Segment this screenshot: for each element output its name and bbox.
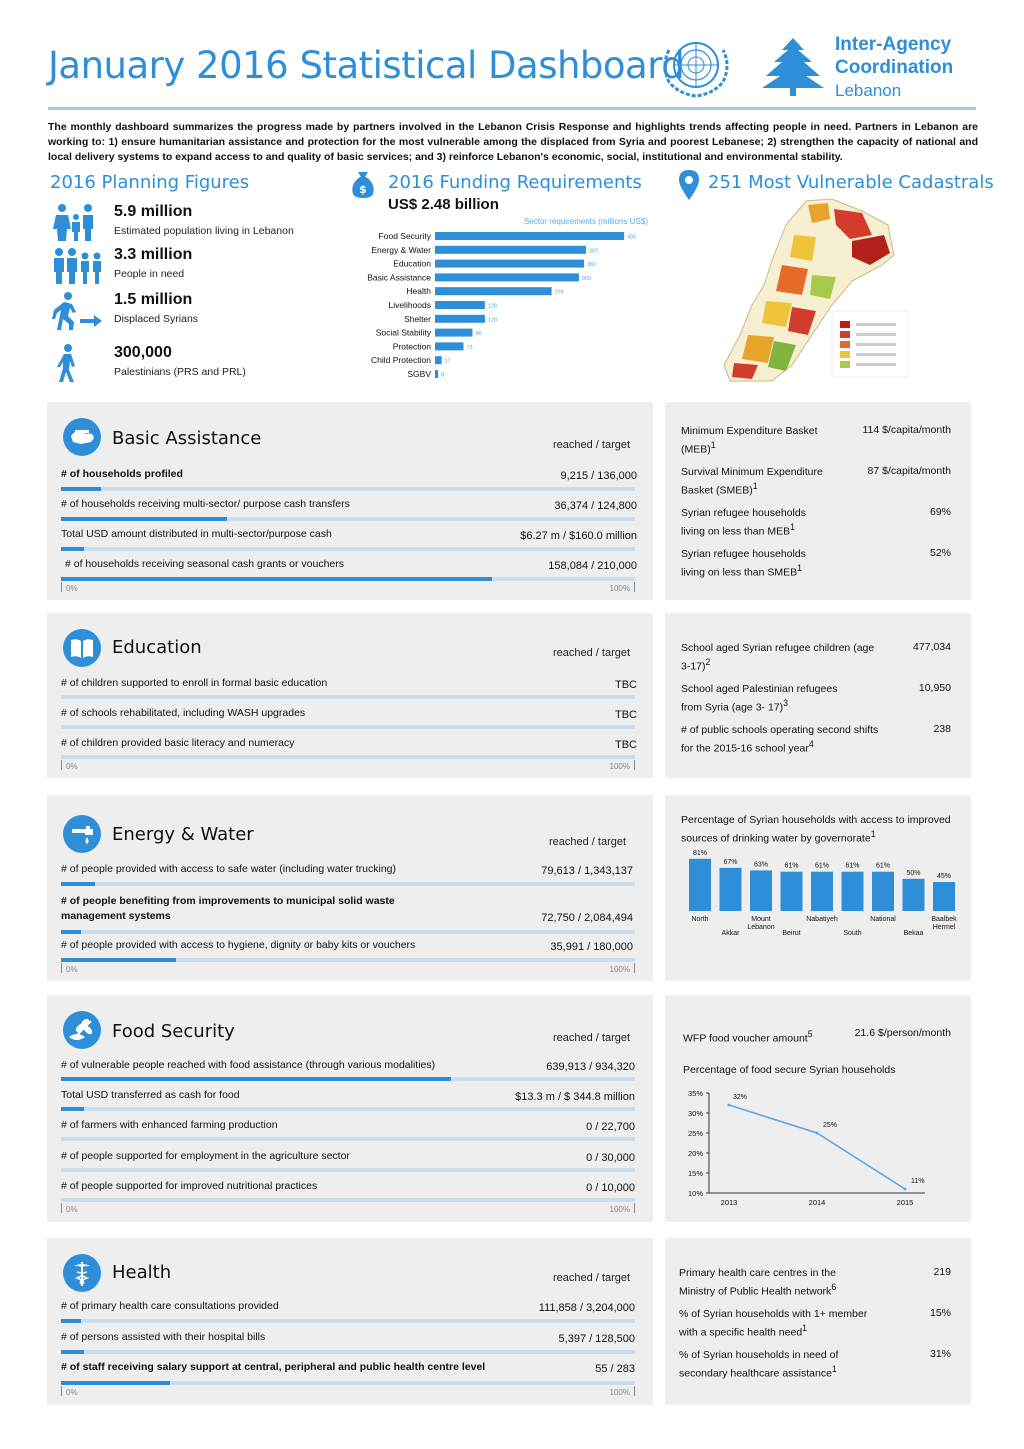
bar — [435, 301, 485, 309]
data-point — [904, 1188, 907, 1191]
bar — [435, 315, 485, 323]
indicator-value: 5,397 / 128,500 — [558, 1333, 635, 1345]
bar — [720, 868, 742, 911]
education-title: Education — [112, 637, 202, 658]
indicator-label: # of people supported for employment in the agriculture sector — [61, 1150, 350, 1162]
progress-bar — [61, 517, 635, 521]
bar — [435, 342, 463, 350]
fact-value: 69% — [929, 506, 951, 518]
health-facts-panel — [665, 1238, 971, 1405]
planning-value: 300,000 — [114, 344, 172, 361]
progress-bar — [61, 882, 635, 886]
funding-total: US$ 2.48 billion — [388, 196, 499, 213]
indicator-label: # of people provided with access to hygiene, dignity or baby kits or vouchers — [61, 939, 416, 951]
indicator-value: TBC — [615, 709, 637, 721]
progress-bar — [61, 1350, 635, 1354]
y-tick-label: 20% — [687, 1149, 703, 1158]
indicator-label: # of persons assisted with their hospital bills — [61, 1331, 266, 1343]
fact-label-text: Minimum Expenditure Basket (MEB) — [681, 425, 818, 456]
bar — [435, 287, 552, 295]
progress-fill — [61, 577, 492, 581]
fact-label — [681, 547, 831, 580]
progress-bar — [61, 577, 635, 581]
health-caduceus-icon — [63, 1254, 101, 1292]
progress-bar — [61, 695, 635, 699]
cedar-tree-icon — [760, 34, 826, 98]
progress-fill — [61, 882, 95, 886]
progress-bar — [61, 1107, 635, 1111]
fact-label-text: Primary health care centres in the Ministry of Public Health network — [679, 1267, 836, 1298]
fact-footnote: 1 — [752, 481, 758, 491]
reached-target-label: reached / target — [549, 836, 627, 848]
fact-footnote: 6 — [831, 1282, 837, 1292]
bar — [435, 232, 624, 240]
category-label: Lebanon — [747, 924, 775, 931]
progress-fill — [61, 487, 101, 491]
planning-desc: Displaced Syrians — [114, 313, 199, 325]
data-point — [728, 1104, 731, 1107]
water-access-bar-chart — [677, 849, 961, 975]
indicator-label: # of people benefiting from improvements to municipal solid waste management systems — [61, 895, 395, 922]
bar-value-label: 81% — [692, 849, 708, 857]
basic-assistance-title: Basic Assistance — [112, 428, 262, 449]
bar — [750, 870, 772, 911]
indicator-value: 72,750 / 2,084,494 — [541, 912, 633, 924]
water-access-chart-panel — [665, 795, 971, 981]
progress-fill — [61, 517, 227, 521]
fact-label-text: School aged Palestinian refugees from Syria (age 3- 17) — [681, 683, 838, 714]
category-label: Hermel — [932, 924, 956, 931]
chart-title — [681, 813, 951, 846]
indicator-row — [47, 1359, 635, 1383]
fact-label-text: School aged Syrian refugee children (age 3-17) — [681, 642, 875, 673]
fact-value: 15% — [929, 1307, 951, 1319]
progress-fill — [61, 930, 81, 934]
data-label: 32% — [733, 1094, 748, 1101]
indicator-label: # of schools rehabilitated, including WASH upgrades — [61, 707, 306, 719]
indicator-value: $13.3 m / $ 344.8 million — [515, 1091, 635, 1103]
planning-item — [52, 291, 342, 335]
y-tick-label: 30% — [687, 1109, 703, 1118]
fact-footnote: 1 — [790, 522, 796, 532]
chart-footnote: 1 — [870, 829, 876, 839]
fact-footnote: 1 — [802, 1323, 808, 1333]
agency-name-line1: Inter-Agency — [835, 34, 952, 55]
bar-value: 382 — [586, 262, 597, 269]
health-panel — [47, 1238, 653, 1405]
chart-title-text: Percentage of Syrian households with access to improved sources of drinking water by governorate — [681, 814, 951, 845]
progress-bar — [61, 487, 635, 491]
fact-label — [681, 465, 831, 498]
bar-value-label: 63% — [753, 861, 769, 869]
progress-fill — [61, 1350, 84, 1354]
food-security-title: Food Security — [112, 1021, 235, 1042]
fact-footnote: 2 — [705, 657, 711, 667]
indicator-label: # of children supported to enroll in formal basic education — [61, 677, 328, 689]
funding-heading: 2016 Funding Requirements — [388, 172, 642, 193]
bar-value: 17 — [444, 358, 451, 365]
bar — [811, 872, 833, 911]
data-point — [816, 1132, 819, 1135]
fact-value: 219 — [933, 1266, 951, 1278]
category-label: Education — [393, 258, 431, 269]
scale-max: 100% — [609, 762, 630, 771]
bar-value-label: 61% — [845, 862, 860, 870]
indicator-label: # of vulnerable people reached with food assistance (through various modalities) — [61, 1059, 436, 1071]
bar-value: 8 — [441, 372, 445, 379]
water-tap-icon — [63, 815, 101, 853]
fact-footnote: 1 — [831, 1364, 837, 1374]
bar — [689, 859, 711, 911]
bar — [435, 370, 438, 378]
planning-desc: People in need — [114, 268, 185, 280]
category-label: Food Security — [378, 231, 431, 241]
fact-value: 52% — [929, 547, 951, 559]
scale-max: 100% — [609, 1388, 630, 1397]
indicator-value: 639,913 / 934,320 — [546, 1061, 635, 1073]
fact-label — [681, 682, 861, 715]
data-label: 25% — [823, 1122, 838, 1129]
indicator-value: 55 / 283 — [595, 1363, 635, 1375]
food-security-chart-panel — [665, 995, 971, 1222]
progress-scale — [61, 963, 635, 973]
progress-bar — [61, 1319, 635, 1323]
basic-assistance-facts-panel — [665, 402, 971, 600]
indicator-value: 79,613 / 1,343,137 — [541, 865, 633, 877]
bar-value: 73 — [466, 344, 473, 351]
reached-target-label: reached / target — [553, 439, 631, 451]
indicator-label: # of people supported for improved nutritional practices — [61, 1180, 318, 1192]
progress-bar — [61, 1137, 635, 1141]
progress-scale — [61, 1203, 635, 1213]
planning-item — [52, 203, 342, 247]
scale-max: 100% — [609, 1205, 630, 1214]
chart-title: Sector requirements (millions US$) — [523, 217, 648, 226]
scale-min: 0% — [66, 1388, 78, 1397]
energy-water-title: Energy & Water — [112, 824, 254, 845]
bar-value: 299 — [554, 289, 564, 296]
fact-label — [679, 1307, 879, 1340]
category-label: Beirut — [782, 930, 801, 937]
fact-label-text: Syrian refugee households living on less than SMEB — [681, 548, 806, 579]
x-tick-label: 2015 — [896, 1198, 914, 1207]
progress-bar — [61, 1198, 635, 1202]
indicator-label: # of staff receiving salary support at central, peripheral and public health centre level — [61, 1361, 486, 1373]
reached-target-label: reached / target — [553, 1032, 631, 1044]
category-label: Child Protection — [370, 355, 431, 366]
fact-footnote: 3 — [783, 698, 788, 708]
category-label: Akkar — [721, 930, 740, 937]
bar-value-label: 61% — [784, 862, 799, 870]
progress-bar — [61, 1077, 635, 1081]
fact-footnote: 1 — [797, 563, 803, 573]
fact-label-text: % of Syrian households with 1+ member with a specific health need — [679, 1308, 868, 1339]
indicator-label: # of households receiving multi-sector/ purpose cash transfers — [61, 498, 350, 510]
reached-target-label: reached / target — [553, 647, 631, 659]
bar-value-label: 61% — [875, 862, 891, 870]
basic-assistance-panel — [47, 402, 653, 600]
fact-label — [681, 641, 881, 674]
category-label: Health — [406, 286, 431, 297]
food-security-panel — [47, 995, 653, 1222]
data-label: 11% — [911, 1178, 925, 1185]
category-label: Bekaa — [903, 930, 924, 937]
fact-label-text: Survival Minimum Expenditure Basket (SMEB) — [681, 466, 823, 497]
progress-bar — [61, 1168, 635, 1172]
scale-max: 100% — [609, 965, 630, 974]
cadastrals-heading: 251 Most Vulnerable Cadastrals — [708, 172, 994, 193]
education-facts-panel — [665, 613, 971, 778]
indicator-value: 111,858 / 3,204,000 — [538, 1302, 635, 1314]
x-tick-label: 2014 — [808, 1198, 826, 1207]
progress-scale — [61, 1386, 635, 1396]
planning-heading: 2016 Planning Figures — [50, 172, 250, 193]
y-tick-label: 15% — [687, 1169, 703, 1178]
voucher-footnote: 5 — [807, 1029, 813, 1039]
category-label: North — [691, 916, 709, 923]
basic-assistance-icon — [63, 418, 101, 456]
planning-item — [52, 344, 342, 388]
category-label: South — [843, 930, 862, 937]
walking-person-icon — [52, 344, 108, 384]
indicator-value: 0 / 22,700 — [586, 1121, 635, 1133]
y-tick-label: 35% — [687, 1089, 703, 1098]
scale-min: 0% — [66, 584, 78, 593]
fact-value: 10,950 — [918, 682, 951, 694]
reached-target-label: reached / target — [553, 1272, 631, 1284]
scale-max: 100% — [609, 584, 630, 593]
category-label: National — [870, 916, 896, 923]
fact-label — [679, 1266, 869, 1299]
fact-label — [681, 506, 831, 539]
bar-value-label: 67% — [723, 858, 738, 866]
bar-value-label: 61% — [814, 862, 830, 870]
un-emblem-icon — [655, 30, 737, 100]
indicator-value: 36,374 / 124,800 — [554, 500, 637, 512]
indicator-label: # of households profiled — [61, 468, 183, 480]
scale-min: 0% — [66, 1205, 78, 1214]
funding-bar-chart — [340, 214, 660, 380]
progress-bar — [61, 755, 635, 759]
fact-value: 87 $/capita/month — [867, 465, 951, 477]
indicator-label: # of people provided with access to safe water (including water trucking) — [61, 863, 397, 875]
progress-fill — [61, 1319, 81, 1323]
bar-value: 96 — [475, 331, 482, 338]
food-chart-title: Percentage of food secure Syrian households — [683, 1064, 896, 1076]
svg-text:$: $ — [359, 183, 367, 196]
category-label: Baalbek — [931, 916, 957, 923]
bar-value: 485 — [627, 234, 637, 241]
education-panel — [47, 613, 653, 778]
agency-name-line3: Lebanon — [835, 81, 902, 100]
planning-value: 3.3 million — [114, 246, 193, 263]
bar-value: 369 — [581, 275, 592, 282]
displaced-person-icon — [52, 291, 108, 331]
fact-value: 238 — [933, 723, 951, 735]
fact-label — [681, 424, 831, 457]
progress-fill — [61, 1077, 451, 1081]
indicator-label: Total USD transferred as cash for food — [61, 1089, 240, 1101]
indicator-value: 158,084 / 210,000 — [548, 560, 637, 572]
indicator-value: 9,215 / 136,000 — [560, 470, 637, 482]
intro-paragraph: The monthly dashboard summarizes the progress made by partners involved in the Lebanon Crisis Response and highlights trends affecting people in need. Partners in Lebanon are working to: 1) ensure humanitarian assistance and protection for the most vulnerable among the displaced from Syria and poorest Lebanese; 2) strengthen the capacity of national and local delivery systems to expand access to and quality of basic services; and 3) reinforce Lebanon's economic, social, institutional and environmental stability. — [48, 121, 978, 163]
vulnerability-map — [712, 195, 922, 385]
voucher-value: 21.6 $/person/month — [854, 1027, 951, 1039]
indicator-value: TBC — [615, 679, 637, 691]
bar — [933, 882, 955, 911]
category-label: Protection — [392, 341, 431, 352]
progress-bar — [61, 930, 635, 934]
indicator-row — [47, 892, 633, 930]
bar — [435, 246, 586, 254]
agency-name-line2: Coordination — [835, 57, 954, 78]
title-divider — [48, 107, 976, 110]
voucher-label — [683, 1027, 813, 1046]
bar-value: 128 — [487, 317, 498, 324]
agency-name — [835, 33, 953, 102]
page-title: January 2016 Statistical Dashboard — [48, 44, 685, 87]
fact-value: 477,034 — [913, 641, 951, 653]
category-label: Livelihoods — [388, 300, 431, 310]
planning-desc: Estimated population living in Lebanon — [114, 225, 294, 237]
indicator-label: # of children provided basic literacy and numeracy — [61, 737, 295, 749]
category-label: Shelter — [404, 313, 431, 324]
progress-bar — [61, 958, 635, 962]
category-label: Nabatiyeh — [806, 916, 838, 923]
progress-bar — [61, 725, 635, 729]
fact-label-text: % of Syrian households in need of secondary healthcare assistance — [679, 1349, 839, 1380]
progress-scale — [61, 582, 635, 592]
scale-min: 0% — [66, 762, 78, 771]
progress-scale — [61, 760, 635, 770]
planning-item — [52, 246, 342, 290]
scale-min: 0% — [66, 965, 78, 974]
indicator-label: # of households receiving seasonal cash grants or vouchers — [65, 558, 344, 570]
category-label: SGBV — [407, 369, 431, 379]
fact-label — [679, 1348, 869, 1381]
progress-fill — [61, 1107, 84, 1111]
y-tick-label: 10% — [687, 1189, 703, 1198]
progress-bar — [61, 547, 635, 551]
bar — [435, 329, 472, 337]
category-label: Energy & Water — [371, 244, 431, 255]
progress-fill — [61, 1381, 170, 1385]
fact-value: 114 $/capita/month — [862, 424, 951, 436]
bar — [872, 872, 894, 911]
food-secure-line-chart — [675, 1085, 965, 1215]
indicator-label: # of primary health care consultations provided — [61, 1300, 279, 1312]
progress-fill — [61, 547, 84, 551]
bar — [842, 872, 864, 911]
progress-fill — [61, 958, 176, 962]
indicator-value: 0 / 30,000 — [586, 1152, 635, 1164]
bar-value-label: 50% — [906, 869, 921, 877]
bar-value-label: 45% — [936, 873, 952, 881]
planning-value: 5.9 million — [114, 203, 193, 220]
fact-label-text: # of public schools operating second shifts for the 2015-16 school year — [681, 724, 879, 755]
x-tick-label: 2013 — [720, 1198, 738, 1207]
planning-desc: Palestinians (PRS and PRL) — [114, 366, 246, 378]
planning-value: 1.5 million — [114, 291, 193, 308]
health-title: Health — [112, 1262, 172, 1283]
series-line — [729, 1105, 905, 1189]
bar-value: 387 — [588, 248, 599, 255]
y-tick-label: 25% — [687, 1129, 703, 1138]
map-pin-icon — [679, 170, 699, 200]
fact-footnote: 4 — [808, 739, 814, 749]
category-label: Social Stability — [375, 327, 431, 338]
indicator-label: # of farmers with enhanced farming production — [61, 1119, 278, 1131]
bar — [435, 356, 442, 364]
wheat-icon — [63, 1011, 101, 1049]
fact-label-text: Syrian refugee households living on less than MEB — [681, 507, 806, 538]
fact-footnote: 1 — [710, 440, 716, 450]
bar — [781, 872, 803, 911]
category-label: Basic Assistance — [367, 272, 431, 283]
indicator-value: 35,991 / 180,000 — [550, 941, 633, 953]
progress-bar — [61, 1381, 635, 1385]
bar — [435, 260, 584, 268]
indicator-value: 0 / 10,000 — [586, 1182, 635, 1194]
bar — [903, 879, 925, 911]
money-bag-icon — [350, 170, 376, 198]
energy-water-panel — [47, 795, 653, 981]
fact-label — [681, 723, 881, 756]
bar — [435, 273, 579, 281]
voucher-label-text: WFP food voucher amount — [683, 1032, 808, 1045]
indicator-value: $6.27 m / $160.0 million — [520, 530, 637, 542]
indicator-value: TBC — [615, 739, 637, 751]
bar-value: 128 — [487, 303, 498, 310]
fact-value: 31% — [929, 1348, 951, 1360]
category-label: Mount — [751, 916, 771, 923]
indicator-label: Total USD amount distributed in multi-sector/purpose cash — [61, 528, 332, 540]
family-icon — [52, 203, 108, 243]
people-group-icon — [52, 246, 108, 286]
education-book-icon — [63, 629, 101, 667]
